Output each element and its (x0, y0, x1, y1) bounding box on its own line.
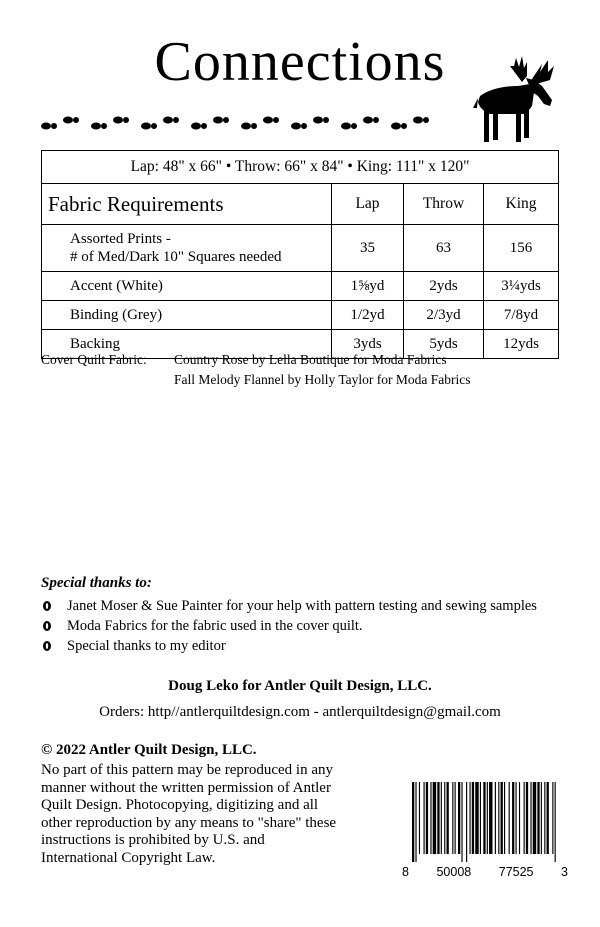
barcode-bar (487, 782, 488, 854)
barcode-bar (489, 782, 492, 854)
cover-fabric-label: Cover Quilt Fabric: (41, 352, 147, 367)
barcode-bar (412, 782, 414, 862)
fabric-requirements-table (41, 150, 559, 359)
hoof-print-icon (113, 117, 129, 124)
hoof-print-icon (391, 123, 407, 130)
hoof-print-icon (213, 117, 229, 124)
barcode-bar (509, 782, 510, 854)
hoof-print-icon (413, 117, 429, 124)
row-item-label: Assorted Prints - # of Med/Dark 10" Squares needed (42, 225, 332, 272)
barcode-bar (552, 782, 553, 854)
hoof-bullet-icon (41, 640, 59, 652)
column-header-king: King (484, 184, 559, 225)
row-item-label: Accent (White) (42, 272, 332, 301)
barcode-bar (455, 782, 456, 854)
table-row (42, 272, 559, 301)
barcode-digit-group-3: 77525 (498, 865, 534, 879)
list-item: Moda Fabrics for the fabric used in the cover quilt. (41, 616, 537, 636)
hoof-print-icon (163, 117, 179, 124)
column-header-lap: Lap (332, 184, 404, 225)
barcode-bar (472, 782, 474, 854)
special-thanks-list (41, 596, 537, 656)
barcode-bar (419, 782, 420, 854)
hoof-print-icon (41, 123, 57, 130)
table-heading: Fabric Requirements (42, 184, 332, 225)
quilt-sizes: Lap: 48" x 66" • Throw: 66" x 84" • King: 111" x 120" (42, 151, 559, 184)
page-title: Connections (154, 31, 446, 93)
hoof-print-icon (91, 123, 107, 130)
barcode-digit-group-2: 50008 (436, 865, 472, 879)
barcode-bar (555, 782, 556, 862)
barcode-bar (415, 782, 416, 862)
barcode-bar (424, 782, 425, 854)
barcode-bar (524, 782, 525, 854)
cell-lap: 3yds (332, 330, 404, 359)
barcode-bar (533, 782, 536, 854)
barcode-bar (437, 782, 439, 854)
hoof-print-trail (38, 110, 438, 136)
copyright-heading: © 2022 Antler Quilt Design, LLC. (41, 742, 257, 758)
barcode-bar (544, 782, 545, 854)
hoof-print-icon (241, 123, 257, 130)
barcode-bar (433, 782, 436, 854)
designer-credit: Doug Leko for Antler Quilt Design, LLC. (168, 678, 432, 694)
barcode-bar (519, 782, 520, 854)
hoof-print-icon (341, 123, 357, 130)
cell-throw: 2/3yd (404, 301, 484, 330)
cell-throw: 5yds (404, 330, 484, 359)
barcode-bar (441, 782, 442, 854)
barcode-bar (447, 782, 449, 854)
header-row (42, 184, 559, 225)
row-item-label: Binding (Grey) (42, 301, 332, 330)
barcode-bar (516, 782, 517, 854)
barcode-bar (541, 782, 542, 854)
hoof-print-icon (191, 123, 207, 130)
hoof-bullet-icon (41, 620, 59, 632)
barcode-bar (452, 782, 453, 854)
row-item-label: Backing (42, 330, 332, 359)
barcode-bar (483, 782, 485, 854)
cell-throw: 2yds (404, 272, 484, 301)
barcode-bar (430, 782, 431, 854)
cell-lap: 35 (332, 225, 404, 272)
barcode-bar (480, 782, 481, 854)
cell-lap: 1/2yd (332, 301, 404, 330)
barcode-number (402, 865, 568, 879)
barcode-bar (537, 782, 539, 854)
barcode-bar (504, 782, 505, 854)
barcode (410, 782, 560, 862)
barcode-bar (466, 782, 467, 862)
barcode-bar (461, 782, 462, 862)
cell-king: 3¼yds (484, 272, 559, 301)
table-row (42, 225, 559, 272)
barcode-bar (526, 782, 528, 854)
table-row (42, 301, 559, 330)
column-header-throw: Throw (404, 184, 484, 225)
barcode-bar (495, 782, 496, 854)
barcode-bar (470, 782, 471, 854)
sizes-row (42, 151, 559, 184)
cell-king: 7/8yd (484, 301, 559, 330)
barcode-bar (475, 782, 478, 854)
barcode-digit-4: 3 (561, 865, 568, 879)
cover-fabric-note (41, 350, 471, 390)
hoof-bullet-icon (41, 600, 59, 612)
orders-contact: Orders: http//antlerquiltdesign.com - antlerquiltdesign@gmail.com (99, 704, 501, 720)
list-item: Janet Moser & Sue Painter for your help with pattern testing and sewing samples (41, 596, 537, 616)
hoof-print-icon (141, 123, 157, 130)
barcode-digit-1: 8 (402, 865, 409, 879)
cover-fabric-line-2: Fall Melody Flannel by Holly Taylor for Moda Fabrics (174, 372, 471, 387)
barcode-bar (426, 782, 428, 854)
barcode-bar (547, 782, 549, 854)
cover-fabric-line-1: Country Rose by Lella Boutique for Moda Fabrics (174, 352, 447, 367)
cell-lap: 1⅝yd (332, 272, 404, 301)
cell-king: 156 (484, 225, 559, 272)
list-item: Special thanks to my editor (41, 636, 537, 656)
hoof-print-icon (263, 117, 279, 124)
cell-king: 12yds (484, 330, 559, 359)
barcode-bar (530, 782, 531, 854)
barcode-bar (458, 782, 460, 854)
moose-silhouette-icon (470, 52, 560, 144)
barcode-bar (498, 782, 499, 854)
hoof-print-icon (291, 123, 307, 130)
cell-throw: 63 (404, 225, 484, 272)
copyright-body: No part of this pattern may be reproduced in any manner without the written permission of Antler Quilt Design. Photocopying, digitizing and all other reproduction by any means to "share" these instructions is prohibited by U.S. and International Copyright Law. (41, 762, 337, 866)
hoof-print-icon (363, 117, 379, 124)
special-thanks-heading: Special thanks to: (41, 575, 152, 591)
barcode-bar (444, 782, 445, 854)
hoof-print-icon (313, 117, 329, 124)
barcode-bar (501, 782, 503, 854)
hoof-print-icon (63, 117, 79, 124)
barcode-bar (512, 782, 514, 854)
